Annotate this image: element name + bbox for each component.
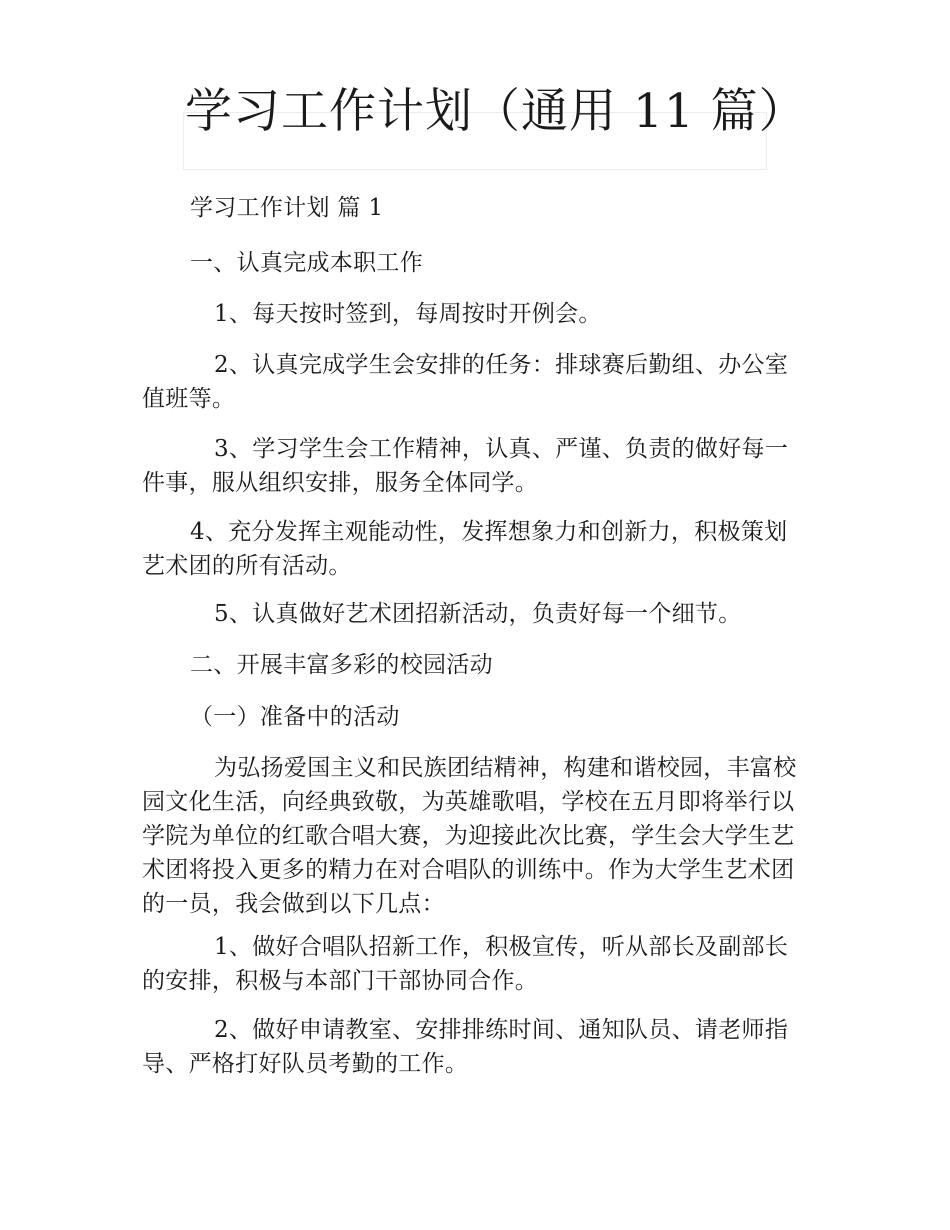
paragraph: 1、做好合唱队招新工作，积极宣传，听从部长及副部长的安排，积极与本部门干部协同合作。 — [142, 934, 789, 994]
paragraph: 3、学习学生会工作精神，认真、严谨、负责的做好每一件事，服从组织安排，服务全体同学。 — [142, 436, 789, 496]
part-heading: 一、认真完成本职工作 — [190, 250, 423, 276]
paragraph: 为弘扬爱国主义和民族团结精神，构建和谐校园，丰富校园文化生活，向经典致敬，为英雄歌唱，学校在五月即将举行以学院为单位的红歌合唱大赛，为迎接此次比赛，学生会大学生艺术团将投入更多的精力在对合唱队的训练中。作为大学生艺术团的一员，我会做到以下几点： — [142, 755, 797, 917]
paragraph: 5、认真做好艺术团招新活动，负责好每一个细节。 — [214, 601, 742, 627]
document-title: 学习工作计划（通用 11 篇） — [185, 84, 807, 139]
part-heading: 二、开展丰富多彩的校园活动 — [190, 652, 493, 678]
paragraph: 4、充分发挥主观能动性，发挥想象力和创新力，积极策划艺术团的所有活动。 — [142, 519, 788, 579]
section-heading: 学习工作计划 篇 1 — [190, 195, 384, 221]
paragraph: 1、每天按时签到，每周按时开例会。 — [214, 301, 602, 327]
subsection-heading: （一）准备中的活动 — [190, 704, 400, 730]
paragraph: 2、做好申请教室、安排排练时间、通知队员、请老师指导、严格打好队员考勤的工作。 — [142, 1017, 789, 1077]
paragraph: 2、认真完成学生会安排的任务：排球赛后勤组、办公室值班等。 — [142, 352, 789, 412]
